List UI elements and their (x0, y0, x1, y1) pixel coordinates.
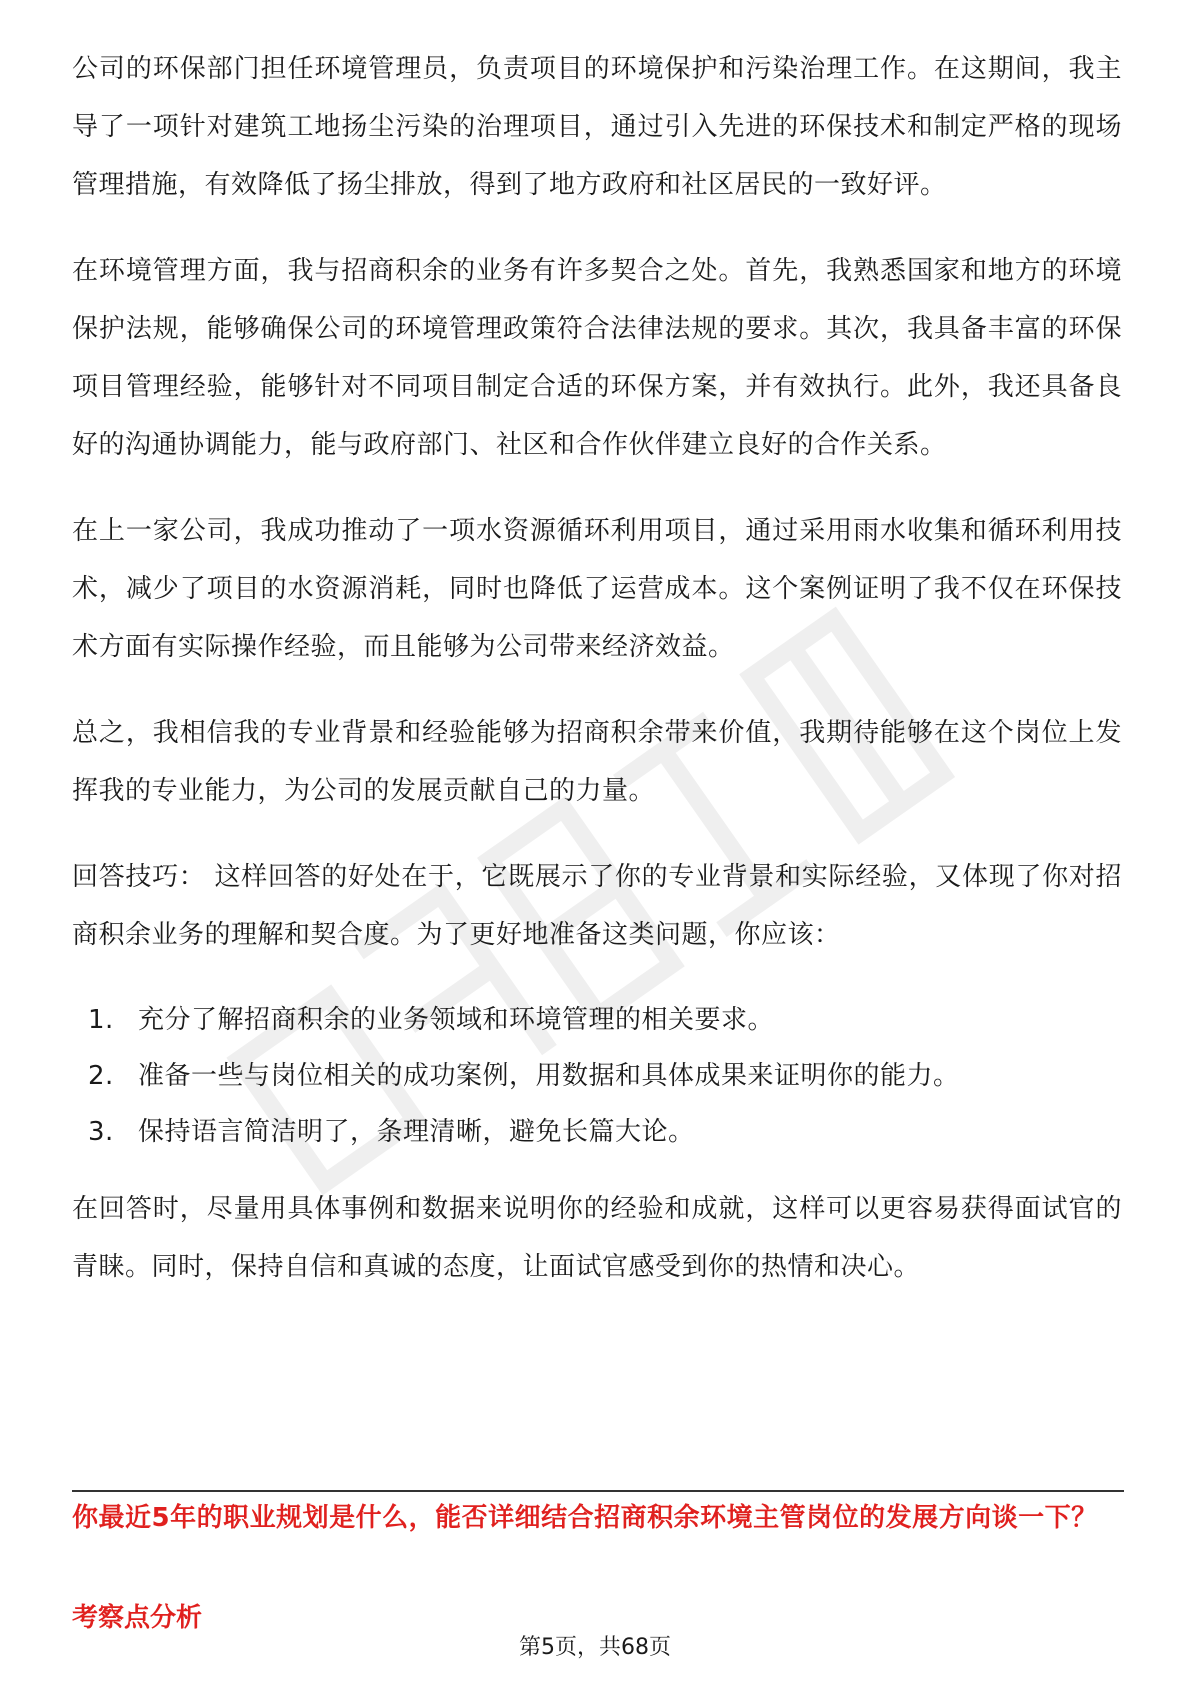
list-item (72, 992, 1122, 1048)
tips-list (72, 992, 1122, 1160)
list-item-text: 准备一些与岗位相关的成功案例，用数据和具体成果来证明你的能力。 (138, 1061, 960, 1091)
list-item (72, 1104, 1122, 1160)
list-item-number: 2. (88, 1061, 114, 1091)
paragraph-closing: 在回答时，尽量用具体事例和数据来说明你的经验和成就，这样可以更容易获得面试官的青睐。同时，保持自信和真诚的态度，让面试官感受到你的热情和决心。 (72, 1194, 1122, 1282)
list-item-number: 1. (88, 1005, 114, 1035)
list-item-text: 充分了解招商积余的业务领域和环境管理的相关要求。 (138, 1005, 775, 1035)
list-item-text: 保持语言简洁明了，条理清晰，避免长篇大论。 (138, 1117, 695, 1147)
next-question-heading: 你最近5年的职业规划是什么，能否详细结合招商积余环境主管岗位的发展方向谈一下？ (72, 1503, 1098, 1533)
analysis-heading: 考察点分析 (72, 1603, 203, 1633)
paragraph-experience: 公司的环保部门担任环境管理员，负责项目的环境保护和污染治理工作。在这期间，我主导了一项针对建筑工地扬尘污染的治理项目，通过引入先进的环保技术和制定严格的现场管理措施，有效降低了扬尘排放，得到了地方政府和社区居民的一致好评。 (72, 54, 1122, 200)
document-body (72, 40, 1122, 1324)
paragraph-fit: 在环境管理方面，我与招商积余的业务有许多契合之处。首先，我熟悉国家和地方的环境保护法规，能够确保公司的环境管理政策符合法律法规的要求。其次，我具备丰富的环保项目管理经验，能够针对不同项目制定合适的环保方案，并有效执行。此外，我还具备良好的沟通协调能力，能与政府部门、社区和合作伙伴建立良好的合作关系。 (72, 256, 1122, 460)
paragraph-case: 在上一家公司，我成功推动了一项水资源循环利用项目，通过采用雨水收集和循环利用技术，减少了项目的水资源消耗，同时也降低了运营成本。这个案例证明了我不仅在环保技术方面有实际操作经验，而且能够为公司带来经济效益。 (72, 516, 1122, 662)
paragraph-tips-intro: 回答技巧： 这样回答的好处在于，它既展示了你的专业背景和实际经验，又体现了你对招商积余业务的理解和契合度。为了更好地准备这类问题，你应该： (72, 862, 1122, 950)
paragraph-summary: 总之，我相信我的专业背景和经验能够为招商积余带来价值，我期待能够在这个岗位上发挥我的专业能力，为公司的发展贡献自己的力量。 (72, 718, 1122, 806)
page-number: 第5页，共68页 (519, 1635, 671, 1660)
section-divider (72, 1490, 1124, 1492)
list-item-number: 3. (88, 1117, 114, 1147)
list-item (72, 1048, 1122, 1104)
